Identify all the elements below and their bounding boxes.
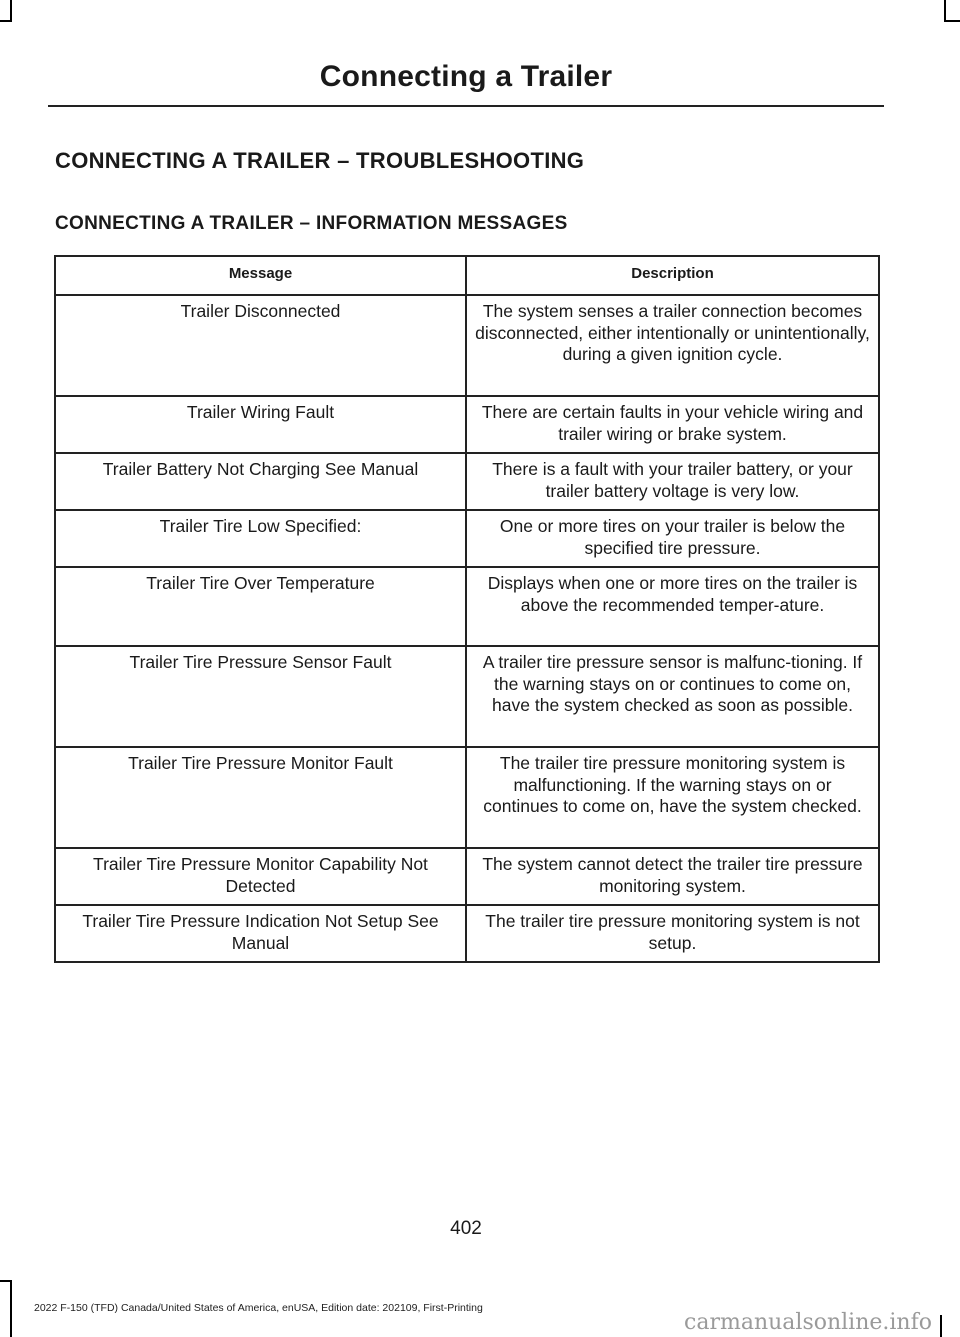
description-cell: Displays when one or more tires on the trailer is above the recommended temper-ature. <box>466 567 879 646</box>
description-cell: The trailer tire pressure monitoring system is malfunctioning. If the warning stays on or continues to come on, have the system checked. <box>466 747 879 848</box>
crop-mark <box>944 0 946 22</box>
table-row <box>55 295 879 396</box>
crop-mark <box>0 20 12 22</box>
footer-edition-info: 2022 F-150 (TFD) Canada/United States of America, enUSA, Edition date: 202109, First-Printing <box>34 1302 483 1314</box>
table-row <box>55 848 879 905</box>
crop-mark <box>10 0 12 22</box>
watermark: carmanualsonline.info <box>684 1310 932 1335</box>
header-divider <box>48 105 884 107</box>
message-cell: Trailer Wiring Fault <box>55 396 466 453</box>
table-header-row <box>55 256 879 295</box>
information-messages-table <box>54 255 880 963</box>
message-cell: Trailer Tire Pressure Sensor Fault <box>55 646 466 747</box>
crop-mark <box>10 1280 12 1337</box>
description-cell: There is a fault with your trailer battery, or your trailer battery voltage is very low. <box>466 453 879 510</box>
description-cell: The system cannot detect the trailer tire pressure monitoring system. <box>466 848 879 905</box>
table-row <box>55 396 879 453</box>
column-header-message: Message <box>55 256 466 295</box>
description-cell: The system senses a trailer connection becomes disconnected, either intentionally or unintentionally, during a given ignition cycle. <box>466 295 879 396</box>
crop-mark <box>940 1315 942 1337</box>
message-cell: Trailer Tire Pressure Monitor Capability Not Detected <box>55 848 466 905</box>
table-row <box>55 510 879 567</box>
table-row <box>55 747 879 848</box>
troubleshooting-heading: CONNECTING A TRAILER – TROUBLESHOOTING <box>55 148 585 173</box>
crop-mark <box>944 20 960 22</box>
description-cell: The trailer tire pressure monitoring system is not setup. <box>466 905 879 962</box>
table-row <box>55 646 879 747</box>
description-cell: One or more tires on your trailer is below the specified tire pressure. <box>466 510 879 567</box>
description-cell: There are certain faults in your vehicle wiring and trailer wiring or brake system. <box>466 396 879 453</box>
message-cell: Trailer Tire Over Temperature <box>55 567 466 646</box>
description-cell: A trailer tire pressure sensor is malfunc-tioning. If the warning stays on or continues to come on, have the system checked as soon as possible. <box>466 646 879 747</box>
information-messages-heading: CONNECTING A TRAILER – INFORMATION MESSAGES <box>55 213 568 234</box>
crop-mark <box>0 1280 12 1282</box>
table-row <box>55 905 879 962</box>
message-cell: Trailer Tire Low Specified: <box>55 510 466 567</box>
message-cell: Trailer Battery Not Charging See Manual <box>55 453 466 510</box>
column-header-description: Description <box>466 256 879 295</box>
section-title: Connecting a Trailer <box>319 60 613 93</box>
table-row <box>55 453 879 510</box>
table-row <box>55 567 879 646</box>
message-cell: Trailer Tire Pressure Indication Not Setup See Manual <box>55 905 466 962</box>
message-cell: Trailer Disconnected <box>55 295 466 396</box>
page-number: 402 <box>450 1218 482 1239</box>
message-cell: Trailer Tire Pressure Monitor Fault <box>55 747 466 848</box>
